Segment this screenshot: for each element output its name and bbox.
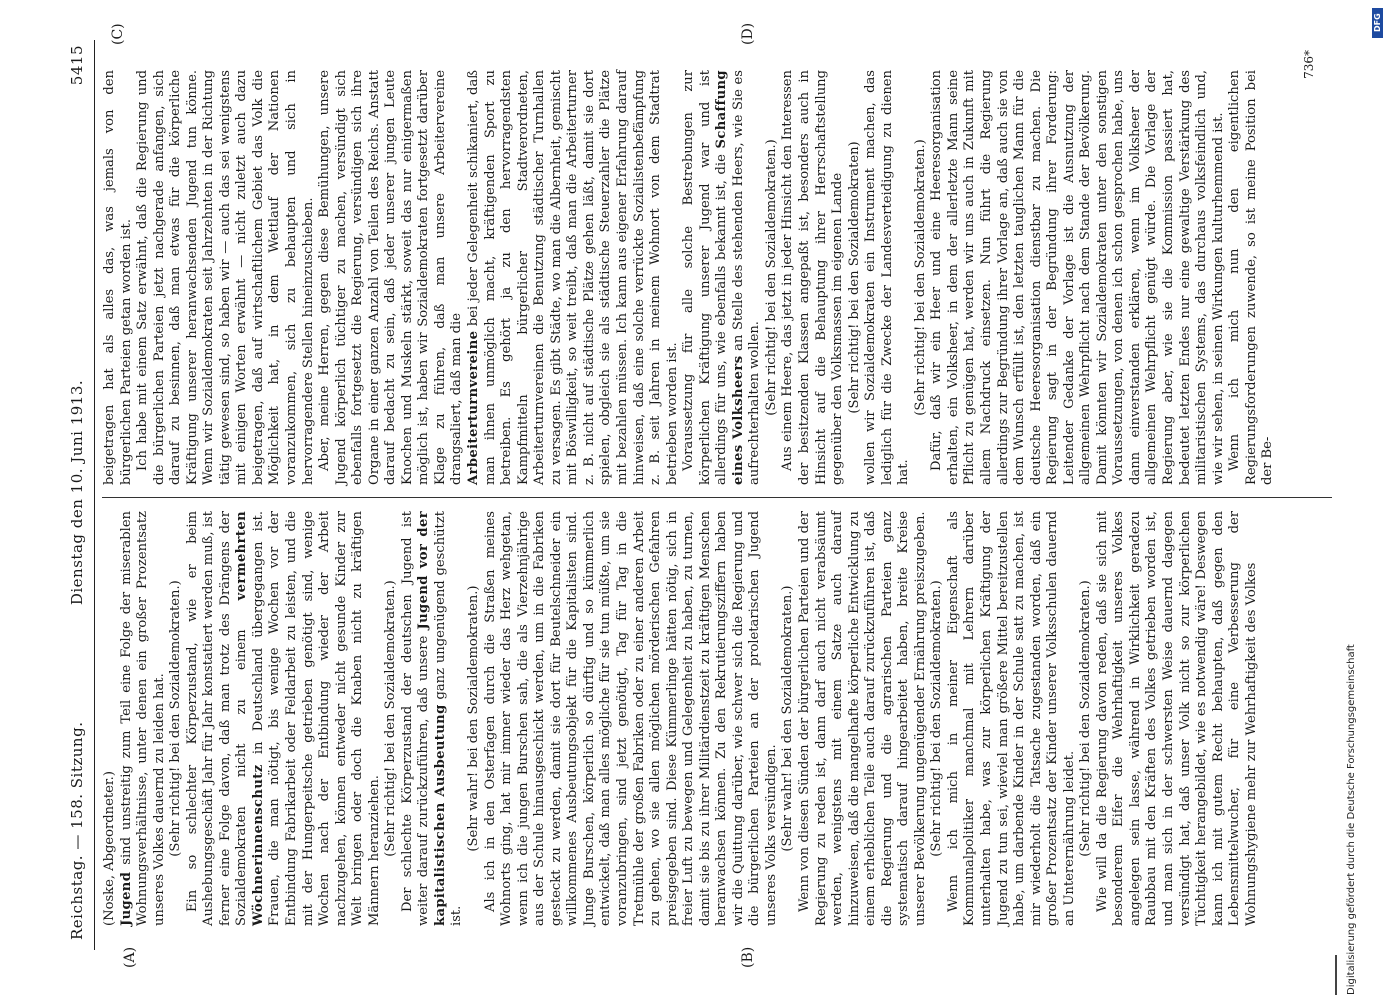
interjection: (Sehr richtig! bei den Sozialdemokraten.) [912, 139, 928, 416]
scan-edge-mark [1335, 955, 1337, 995]
paragraph: Wenn von diesen Sünden der bürgerlichen Parteien und der Regierung zu reden ist, dann darf auch nicht verabsäumt werden, wenigstens mit einem Satze auch darauf hinzuweisen, daß die mangelhafte körperliche Entwicklung zu einem erheblichen Teile auch darauf zurückzuführen ist, daß die Regierung und die agrarischen Parteien ganz systematisch darauf hingearbeitet haben, breite Kreise unserer Bevölkerung ungenügender Ernährung preiszugeben. [796, 511, 928, 926]
paragraph: Aus einem Heere, das jetzt in jeder Hinsicht den Interessen der besitzenden Klassen angepaßt ist, besonders auch in Hinsicht auf die Behauptung ihrer Herrschaftstellung gegenüber den Volksmassen im eigenen Lande [780, 70, 846, 485]
paragraph: Wie will da die Regierung davon reden, daß sie sich mit besonderem Eifer die Wehrhaftigkeit unseres Volkes angelegen sein lasse, während in Wirklichkeit geradezu Raubbau mit den Kräften des Volkes getrieben worden ist, und man sich in der schwersten Weise dauernd dagegen versündigt hat, daß unser Volk nicht so zur körperlichen Tüchtigkeit herangebildet, wie es notwendig wäre! Deswegen kann ich mit gutem Recht behaupten, daß gegen den Lebensmittelwucher, für eine Verbesserung der Wohnungshygiene mehr zur Wehrhaftigkeit des Volkes [1094, 511, 1259, 926]
interjection: (Sehr wahr! bei den Sozialdemokraten.) [780, 585, 796, 852]
digitization-credit: Digitalisierung gefördert durch die Deutsche Forschungsgemeinschaft [1346, 644, 1357, 995]
paragraph: Wenn ich mich in meiner Eigenschaft als Kommunalpolitiker manchmal mit Lehrern darüber unterhalten habe, was zur körperlichen Kräftigung der Jugend zu tun sei, wieviel man größere Mittel bereitzustellen habe, um darbende Kinder in der Schule satt zu machen, ist mir wiederholt die Tatsache zugestanden worden, daß ein großer Prozentsatz der Kinder unserer Volksschulen dauernd an Unterernährung leidet. [945, 511, 1077, 926]
header-date: Dienstag den 10. Juni 1913. [68, 379, 86, 606]
paragraph: Ein so schlechter Körperzustand, wie er beim Aushebungsgeschäft Jahr für Jahr konstatiert werden muß, ist ferner eine Folge davon, daß man trotz des Drängens der Sozialdemokraten nicht zu einem vermehrten Wöchnerinnenschutz in Deutschland übergegangen ist. Frauen, die man nötigt, bis wenige Wochen vor der Entbindung Fabrikarbeit oder Feldarbeit zu leisten, und die mit der Hungerpeitsche getrieben genötigt sind, wenige Wochen nach der Entbindung wieder der Arbeit nachzugehen, können entweder nicht gesunde Kinder zur Welt bringen oder doch die Knaben nicht zu kräftigen Männern heranziehen. [184, 511, 382, 926]
interjection: (Sehr wahr! bei den Sozialdemokraten.) [466, 585, 482, 852]
column-divider [102, 497, 1332, 498]
sheet-signature: 736* [1302, 50, 1316, 79]
margin-marker-c: (C) [110, 23, 126, 45]
paragraph: Arbeiterturnvereine bei jeder Gelegenheit schikaniert, daß man ihnen unmöglich macht, kräftigenden Sport zu betreiben. Es gehört ja zu den hervorragendsten Kampfmitteln bürgerlicher Stadtverordneten, Arbeiterturnvereinen die Benutzung städtischer Turnhallen zu versagen. Es gibt Städte, wo man die Albernheit, gemischt mit Böswilligkeit, so weit treibt, daß man die Arbeiterturner z. B. nicht auf städtische Plätze gehen läßt, damit sie dort spielen, obgleich sie als städtische Steuerzahler die Plätze mit bezahlen müssen. Ich kann aus eigener Erfahrung darauf hinweisen, daß eine solche verrückte Sozialistenbefämpfung z. B. seit Jahren in meinem Wohnort von dem Stadtrat betrieben worden ist. [466, 70, 680, 485]
paragraph: Der schlechte Körperzustand der deutschen Jugend ist weiter darauf zurückzuführen, daß unsere Jugend vor der kapitalistischen Ausbeutung ganz ungenügend geschützt ist. [399, 511, 465, 926]
margin-marker-a: (A) [122, 946, 138, 968]
paragraph: wollen wir Sozialdemokraten ein Instrument machen, das lediglich für die Zwecke der Landesverteidigung zu dienen hat. [863, 70, 912, 485]
interjection: (Sehr richtig! bei den Sozialdemokraten.) [763, 139, 779, 416]
paragraph: Ich habe mit einem Satz erwähnt, daß die Regierung und die bürgerlichen Parteien jetzt nachgerade anfangen, sich darauf zu besinnen, daß man etwas für die körperliche Kräftigung unserer heranwachsenden Jugend tun könne. Wenn wir Sozialdemokraten seit Jahrzehnten in der Richtung tätig gewesen sind, so haben wir — auch das sei wenigstens mit einigen Worten erwähnt — nicht zuletzt auch dazu beigetragen, daß auf wirtschaftlichem Gebiet das Volk die Möglichkeit hat, in dem Wettlauf der Nationen voranzukommen, sich zu behaupten und sich in hervorragendere Stellen hineinzuschieben. [135, 70, 316, 485]
paragraph: Dafür, daß wir ein Heer und eine Heeresorganisation erhalten, ein Volksheer, in dem der allerletzte Mann seine Pflicht zu genügen hat, werden wir uns auch in Zukunft mit allem Nachdruck einsetzen. Nun führt die Regierung allerdings zur Begründung ihrer Vorlage an, daß auch sie von dem Wunsch erfüllt ist, den letzten tauglichen Mann für die deutsche Heeresorganisation dienstbar zu machen. Die Regierung sagt in der Begründung ihrer Forderung: Leitender Gedanke der Vorlage ist die Ausnutzung der allgemeinen Wehrpflicht nach dem Stande der Bevölkerung. Damit könnten wir Sozialdemokraten unter den sonstigen Voraussetzungen, von denen ich schon gesprochen habe, uns dann einverstanden erklären, wenn im Volksheer der allgemeinen Wehrpflicht genügt würde. Die Vorlage der Regierung aber, wie sie die Kommission passiert hat, bedeutet letzten Endes nur eine gewaltige Verstärkung des militaristischen Systems, das durchaus volksfeindlich und, wie wir sehen, in seinen Wirkungen kulturhemmend ist. [929, 70, 1226, 485]
text-column-left [102, 511, 1260, 926]
interjection: (Sehr richtig! bei den Sozialdemokraten) [846, 141, 862, 414]
document-page [50, 20, 1340, 980]
interjection: (Sehr richtig! bei den Sozialdemokraten.) [1078, 580, 1094, 857]
paragraph: Voraussetzung für alle solche Bestrebungen zur körperlichen Kräftigung unserer Jugend war und ist allerdings für uns, wie ebenfalls bekannt ist, die Schaffung eines Volksheers an Stelle des stehenden Heers, wie Sie es aufrechterhalten wollen. [681, 69, 763, 485]
dfg-logo: DFG [1372, 8, 1383, 38]
margin-marker-d: (D) [740, 22, 756, 45]
paragraph: beigetragen hat als alles das, was jemals von den bürgerlichen Parteien getan worden ist. [102, 70, 134, 485]
margin-marker-b: (B) [740, 946, 756, 968]
paragraph: Aber, meine Herren, gegen diese Bemühungen, unsere Jugend körperlich tüchtiger zu machen, versündigt sich ebenfalls fortgesetzt die Regierung, versündigen sich ihre Organe in einer ganzen Anzahl von Teilen des Reichs. Anstatt darauf bedacht zu sein, daß jeder unserer jungen Leute Knochen und Muskeln stärkt, soweit das nur einigermaßen möglich ist, haben wir Sozialdemokraten fortgesetzt darüber Klage zu führen, daß man unsere Arbeitervereine drangsaliert, daß man die [317, 70, 465, 485]
interjection: (Sehr richtig! bei den Sozialdemokraten.) [168, 580, 184, 857]
interjection: (Sehr richtig! bei den Sozialdemokraten.) [383, 580, 399, 857]
header-rule [94, 40, 95, 950]
running-header [68, 45, 94, 940]
interjection: (Sehr richtig! bei den Sozialdemokraten.) [929, 580, 945, 857]
paragraph: (Noske, Abgeordneter.) [102, 771, 117, 926]
paragraph: Als ich in den Osterfagen durch die Straßen meines Wohnorts ging, hat mir immer wieder das Herz wehgetan, wenn ich die jungen Burschen sah, die als Vierzehnjährige aus der Schule hinausgeschickt werden, um in die Fabriken gesteckt zu werden, damit sie dort für Beutelschneider ein willkommenes Ausbeutungsobjekt für die Kapitalisten sind. Junge Burschen, körperlich so dürftig und so kümmerlich entwickelt, daß man alles mögliche für sie tun müßte, um sie voranzubringen, sind jetzt genötigt, Tag für Tag in die Tretmühle der großen Fabriken oder zu einer anderen Arbeit zu gehen, wo sie allen möglichen mörderischen Gefahren preisgegeben sind. Diese Kümmerlinge hätten nötig, sich in freier Luft zu bewegen und Gelegenheit zu haben, zu turnen, damit sie bis zu ihrer Militärdienstzeit zu kräftigen Menschen heranwachsen können. Zu den Rekrutierungsziffern haben wir die Quittung darüber, wie schwer sich die Regierung und die bürgerlichen Parteien an der proletarischen Jugend unseres Volks versündigen. [482, 511, 779, 926]
page-number: 5415 [68, 45, 86, 86]
header-left: Reichstag. — 158. Sitzung. [68, 721, 86, 940]
paragraph: Jugend sind unstreitig zum Teil eine Folge der miserablen Wohnungsverhältnisse, unter denen ein großer Prozentsatz unseres Volkes dauernd zu leiden hat. [118, 511, 167, 926]
paragraph: Wenn ich mich nun den eigentlichen Regierungsforderungen zuwende, so ist meine Position bei der Be- [1227, 70, 1276, 485]
text-column-right [102, 70, 1277, 485]
